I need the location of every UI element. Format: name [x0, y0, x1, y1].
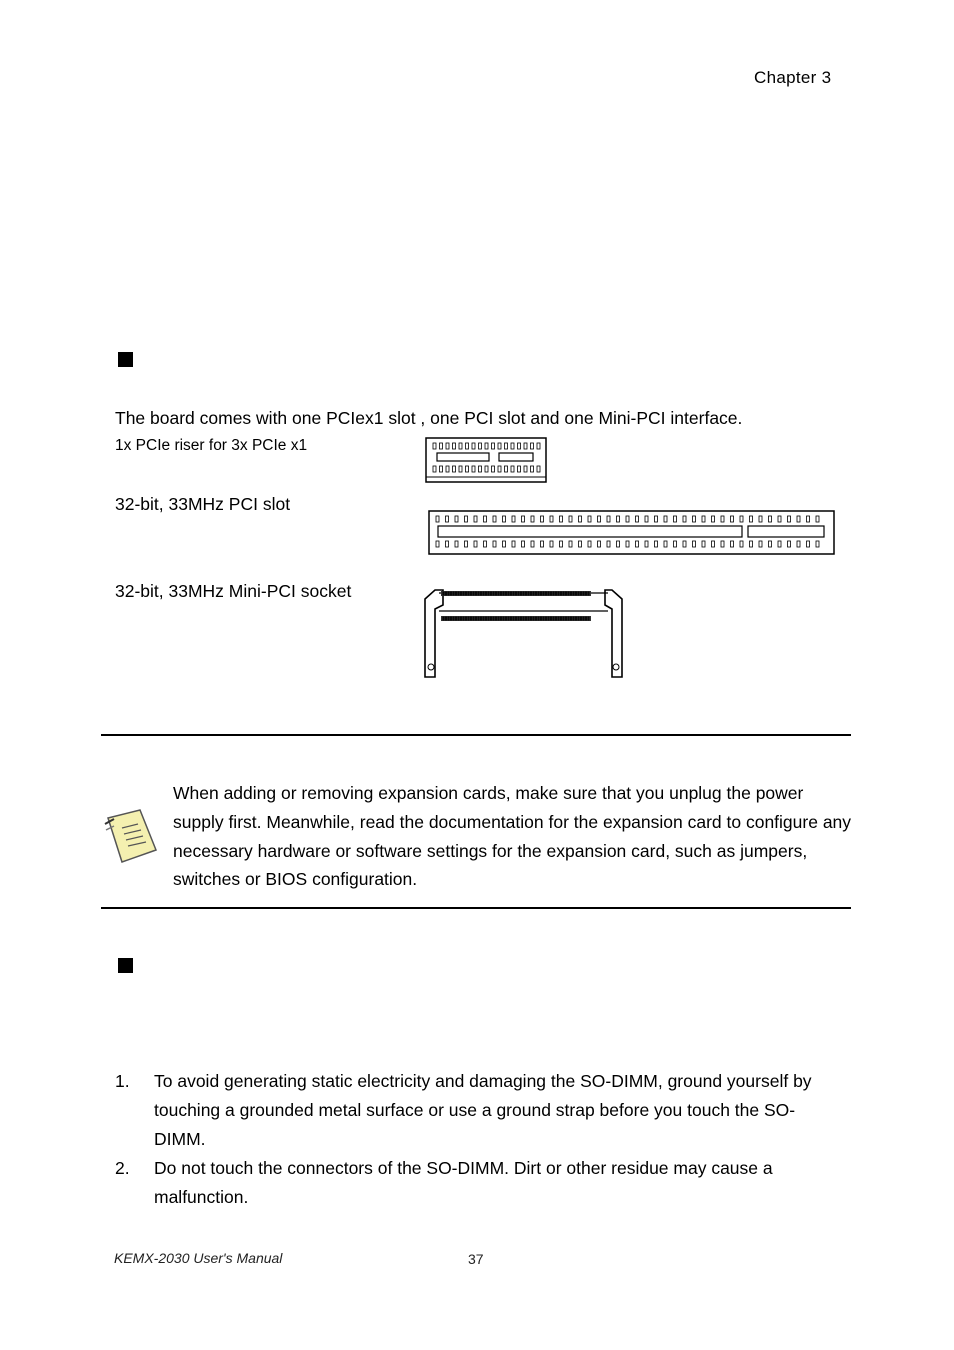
connector-pin — [693, 541, 696, 547]
connector-pin — [498, 443, 501, 449]
connector-pin — [778, 541, 781, 547]
connector-pin — [472, 466, 475, 472]
connector-pin — [721, 516, 724, 522]
connector-pin — [579, 541, 582, 547]
connector-pin — [465, 541, 468, 547]
connector-pin — [518, 443, 521, 449]
connector-pin — [712, 541, 715, 547]
connector-pin — [626, 541, 629, 547]
connector-pin — [522, 541, 525, 547]
connector-pin — [433, 443, 436, 449]
note-top-rule — [101, 734, 851, 736]
connector-pin — [436, 541, 439, 547]
note-bottom-rule — [101, 907, 851, 909]
note-text: When adding or removing expansion cards, make sure that you unplug the power supply first. Meanwhile, read the documentation for the expansion card to configure any necessary hardware or software settings for the expansion card, such as jumpers, switches or BIOS configuration. — [173, 783, 852, 890]
connector-pin — [636, 541, 639, 547]
connector-pin — [769, 541, 772, 547]
list-text: Do not touch the connectors of the SO-DIMM. Dirt or other residue may cause a malfunction. — [154, 1158, 773, 1207]
connector-pin — [816, 516, 819, 522]
connector-pin — [474, 516, 477, 522]
connector-pin — [484, 541, 487, 547]
connector-pin — [664, 541, 667, 547]
connector-pin — [440, 466, 443, 472]
connector-pin — [511, 466, 514, 472]
connector-pin — [588, 516, 591, 522]
connector-pin — [531, 516, 534, 522]
mini-pci-label: 32-bit, 33MHz Mini-PCI socket — [115, 581, 352, 601]
pci-slot-icon — [428, 510, 836, 556]
connector-pin — [607, 541, 610, 547]
connector-pin — [816, 541, 819, 547]
connector-pin — [493, 541, 496, 547]
connector-pin — [531, 443, 534, 449]
section-bullet-icon — [118, 958, 133, 973]
section-bullet-icon — [118, 352, 133, 367]
connector-pin — [433, 466, 436, 472]
connector-pin — [579, 516, 582, 522]
connector-pin — [505, 466, 508, 472]
connector-pin — [664, 516, 667, 522]
connector-pin — [524, 466, 527, 472]
page-number: 37 — [468, 1251, 484, 1267]
connector-pin — [550, 541, 553, 547]
connector-pin — [759, 541, 762, 547]
pci-slot-label: 32-bit, 33MHz PCI slot — [115, 494, 291, 514]
connector-pin — [693, 516, 696, 522]
connector-pin — [636, 516, 639, 522]
connector-pin — [712, 516, 715, 522]
connector-pin — [455, 516, 458, 522]
connector-pin — [569, 541, 572, 547]
connector-pin — [436, 516, 439, 522]
connector-pin — [492, 466, 495, 472]
connector-pin — [740, 516, 743, 522]
chapter-label: Chapter 3 — [754, 68, 832, 87]
connector-pin — [465, 516, 468, 522]
connector-pin — [750, 541, 753, 547]
pcie-riser-label: 1x PCIe riser for 3x PCIe x1 — [115, 437, 308, 454]
connector-pin — [702, 541, 705, 547]
connector-pin — [474, 541, 477, 547]
connector-pin — [459, 466, 462, 472]
connector-pin — [537, 443, 540, 449]
connector-pin — [518, 466, 521, 472]
connector-pin — [503, 541, 506, 547]
connector-pin — [626, 516, 629, 522]
connector-pin — [807, 541, 810, 547]
connector-pin — [446, 466, 449, 472]
connector-pin — [511, 443, 514, 449]
connector-pin — [617, 516, 620, 522]
connector-pin — [479, 466, 482, 472]
connector-pin — [655, 541, 658, 547]
connector-pin — [588, 541, 591, 547]
connector-pin — [655, 516, 658, 522]
connector-pin — [522, 516, 525, 522]
connector-pin — [569, 516, 572, 522]
connector-pin — [598, 541, 601, 547]
connector-pin — [479, 443, 482, 449]
connector-pin — [702, 516, 705, 522]
connector-pin — [721, 541, 724, 547]
connector-pin — [674, 516, 677, 522]
connector-pin — [466, 443, 469, 449]
connector-pin — [446, 541, 449, 547]
connector-pin — [807, 516, 810, 522]
connector-pin — [485, 443, 488, 449]
connector-pin — [453, 466, 456, 472]
footer-manual-title: KEMX-2030 User's Manual — [114, 1250, 283, 1266]
connector-pin — [492, 443, 495, 449]
connector-pin — [607, 516, 610, 522]
connector-pin — [788, 541, 791, 547]
connector-pin — [541, 541, 544, 547]
connector-pin — [560, 541, 563, 547]
connector-pin — [750, 516, 753, 522]
connector-pin — [645, 541, 648, 547]
connector-pin — [617, 541, 620, 547]
connector-pin — [446, 516, 449, 522]
list-number: 2. — [115, 1158, 130, 1178]
pcie-riser-slot-icon — [425, 437, 548, 484]
mini-pci-socket-icon — [421, 587, 626, 680]
connector-pin — [560, 516, 563, 522]
connector-pin — [440, 443, 443, 449]
expansion-intro: The board comes with one PCIex1 slot , one PCI slot and one Mini-PCI interface. — [115, 408, 743, 428]
note-paper-icon — [100, 806, 160, 866]
connector-pin — [466, 466, 469, 472]
connector-pin — [541, 516, 544, 522]
connector-pin — [674, 541, 677, 547]
connector-pin — [531, 541, 534, 547]
list-number: 1. — [115, 1071, 130, 1091]
connector-pin — [731, 541, 734, 547]
connector-pin — [550, 516, 553, 522]
connector-pin — [512, 516, 515, 522]
connector-pin — [797, 516, 800, 522]
connector-pin — [472, 443, 475, 449]
connector-pin — [446, 443, 449, 449]
connector-pin — [453, 443, 456, 449]
connector-pin — [537, 466, 540, 472]
connector-pin — [493, 516, 496, 522]
connector-pin — [531, 466, 534, 472]
connector-pin — [645, 516, 648, 522]
connector-pin — [731, 516, 734, 522]
connector-pin — [759, 516, 762, 522]
connector-pin — [769, 516, 772, 522]
connector-pin — [683, 541, 686, 547]
connector-pin — [459, 443, 462, 449]
connector-pin — [484, 516, 487, 522]
connector-pin — [512, 541, 515, 547]
connector-pin — [455, 541, 458, 547]
connector-pin — [485, 466, 488, 472]
connector-pin — [503, 516, 506, 522]
connector-pin — [778, 516, 781, 522]
connector-pin — [598, 516, 601, 522]
connector-pin — [683, 516, 686, 522]
connector-pin — [524, 443, 527, 449]
connector-pin — [797, 541, 800, 547]
connector-pin — [788, 516, 791, 522]
connector-pin — [498, 466, 501, 472]
list-text: To avoid generating static electricity and damaging the SO-DIMM, ground yourself by touching a grounded metal surface or use a ground strap before you touch the SO-DIMM. — [154, 1071, 812, 1149]
connector-pin — [740, 541, 743, 547]
connector-pin — [505, 443, 508, 449]
